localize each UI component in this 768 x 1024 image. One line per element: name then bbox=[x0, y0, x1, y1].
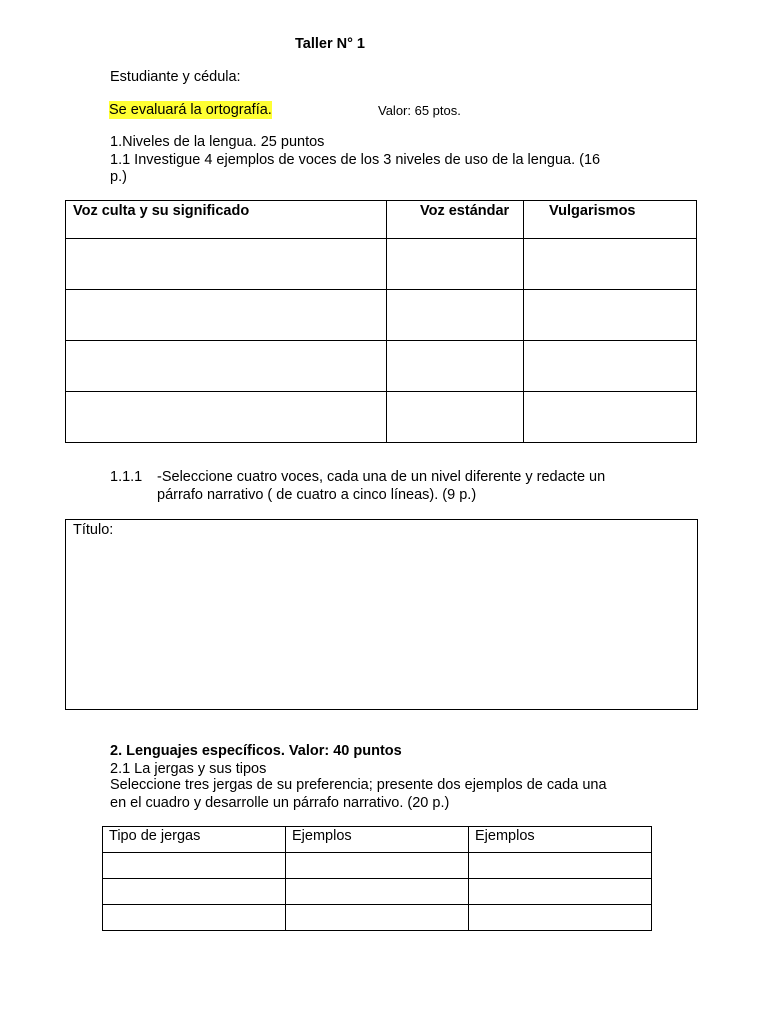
table-cell[interactable] bbox=[286, 853, 469, 879]
table-cell[interactable] bbox=[286, 879, 469, 905]
header-ejemplos-1: Ejemplos bbox=[292, 828, 352, 844]
header-tipo-jergas: Tipo de jergas bbox=[109, 828, 201, 844]
table-cell[interactable] bbox=[387, 290, 524, 341]
language-levels-table bbox=[65, 200, 697, 443]
section1-instruction-line2: p.) bbox=[110, 169, 127, 185]
section2-instruction-line1: Seleccione tres jergas de su preferencia; presente dos ejemplos de cada una bbox=[110, 777, 607, 793]
table-cell[interactable] bbox=[66, 239, 387, 290]
section2-instruction-line2: en el cuadro y desarrolle un párrafo narrativo. (20 p.) bbox=[110, 795, 450, 811]
header-vulgarismos: Vulgarismos bbox=[549, 203, 636, 219]
table-row bbox=[66, 290, 697, 341]
table-header-row bbox=[66, 201, 697, 239]
table-cell[interactable] bbox=[66, 392, 387, 443]
document-title: Taller N° 1 bbox=[295, 36, 366, 52]
table-cell[interactable] bbox=[524, 341, 697, 392]
narrative-title-label: Título: bbox=[73, 522, 114, 538]
table-cell[interactable] bbox=[103, 905, 286, 931]
section1-heading: 1.Niveles de la lengua. 25 puntos bbox=[110, 134, 325, 150]
table-row bbox=[103, 905, 652, 931]
table-cell[interactable] bbox=[387, 341, 524, 392]
table-cell[interactable] bbox=[469, 905, 652, 931]
student-id-label: Estudiante y cédula: bbox=[110, 69, 241, 85]
header-voz-culta: Voz culta y su significado bbox=[73, 203, 250, 219]
header-ejemplos-2: Ejemplos bbox=[475, 828, 535, 844]
table-cell[interactable] bbox=[66, 341, 387, 392]
table-cell[interactable] bbox=[387, 239, 524, 290]
subsection-number: 1.1.1 bbox=[110, 469, 143, 485]
jargon-table bbox=[102, 826, 652, 931]
narrative-answer-box[interactable] bbox=[65, 519, 698, 710]
subsection-instruction-line1: -Seleccione cuatro voces, cada una de un nivel diferente y redacte un bbox=[157, 469, 606, 485]
table-row bbox=[66, 341, 697, 392]
table-row bbox=[66, 392, 697, 443]
subsection-instruction-line2: párrafo narrativo ( de cuatro a cinco líneas). (9 p.) bbox=[157, 487, 477, 503]
table-cell[interactable] bbox=[524, 239, 697, 290]
table-cell[interactable] bbox=[103, 853, 286, 879]
header-voz-estandar: Voz estándar bbox=[420, 203, 510, 219]
table-row bbox=[66, 239, 697, 290]
table-cell[interactable] bbox=[387, 392, 524, 443]
table-cell[interactable] bbox=[469, 853, 652, 879]
table-row bbox=[103, 879, 652, 905]
table-cell[interactable] bbox=[524, 290, 697, 341]
table-cell[interactable] bbox=[469, 879, 652, 905]
table-header-row bbox=[103, 827, 652, 853]
table-cell[interactable] bbox=[524, 392, 697, 443]
total-value: Valor: 65 ptos. bbox=[378, 103, 461, 118]
section2-heading: 2. Lenguajes específicos. Valor: 40 puntos bbox=[110, 743, 402, 759]
table-row bbox=[103, 853, 652, 879]
table-cell[interactable] bbox=[66, 290, 387, 341]
section1-instruction-line1: 1.1 Investigue 4 ejemplos de voces de los 3 niveles de uso de la lengua. (16 bbox=[110, 152, 601, 168]
spelling-note: Se evaluará la ortografía. bbox=[109, 102, 272, 118]
section2-subheading: 2.1 La jergas y sus tipos bbox=[110, 761, 267, 777]
table-cell[interactable] bbox=[286, 905, 469, 931]
table-cell[interactable] bbox=[103, 879, 286, 905]
